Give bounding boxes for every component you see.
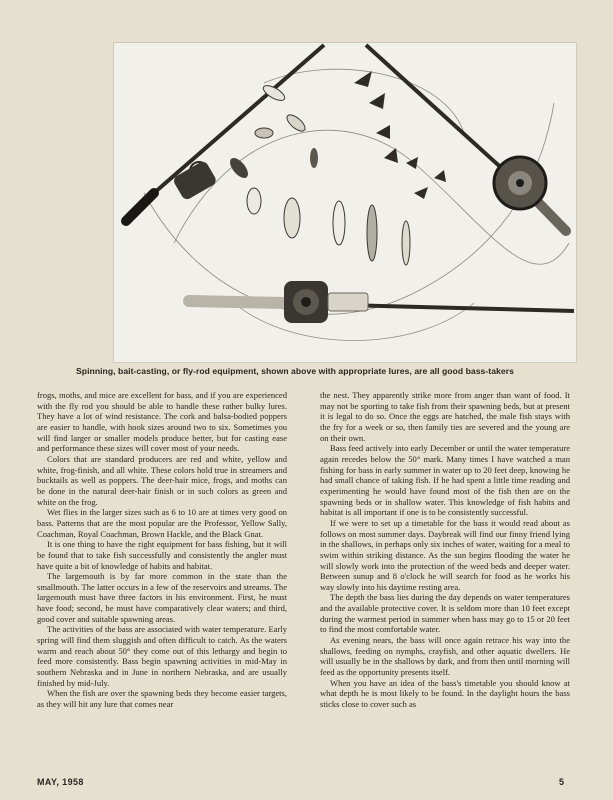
paragraph: As evening nears, the bass will once again retrace his way into the shallows, feeding on nymphs, crayfish, and other aquatic dwellers. He will usually be in the shallows by dark, and from then until morning will feed as the opportunity presents itself. — [320, 635, 570, 678]
paragraph: It is one thing to have the right equipment for bass fishing, but it will be found that to take fish successfully and consistently the angler must have quite a bit of knowledge of habits and habitat. — [37, 539, 287, 571]
paragraph: Colors that are standard producers are red and white, yellow and white, frog-finish, and all white. These colors hold true in streamers and bucktails as well as poppers. The deer-hair mice, frogs, and moths can be done in the natural deer-hair finish or in such colors as green and white on the frog. — [37, 453, 287, 507]
paragraph: When you have an idea of the bass's timetable you should know at what depth he is most likely to be found. In the daylight hours the bass sticks close to cover such as — [320, 677, 570, 710]
page-number: 5 — [559, 777, 565, 787]
paragraph: If we were to set up a timetable for the bass it would read about as follows on most summer days. Daybreak will find our finny friend lying in the shallows, in perhaps only six inches of water, waiting for a meal to swim within striking distance. As the sun begins flooding the water he will slowly work into the protection of the weed beds and deeper water. Between sunup and 8 o'clock he will search for food as he works his way slowly into his daytime resting area. — [320, 517, 570, 592]
issue-date: MAY, 1958 — [37, 777, 84, 787]
paragraph: The largemouth is by far more common in the state than the smallmouth. The latter occurs in a few of the reservoirs and streams. The largemouth must have three factors in his environment. First, he must have food; second, he must have comparatively clear waters; and third, good cover and suitable spawning areas. — [37, 571, 287, 624]
paragraph: the nest. They apparently strike more from anger than want of food. It may not be sporting to take fish from their spawning beds, but at present it is legal to do so. Once the eggs are hatched, the male fish stays with the fry for a week or so, then family ties are severed and the young are on their own. — [320, 390, 570, 443]
paragraph: The activities of the bass are associated with water temperature. Early spring will find them sluggish and often difficult to catch. As the waters warm and reach about 50° they come out of this lethargy and begin to feed more consistently. Bass begin spawning activities in mid-May in southern Nebraska and in June in northern Nebraska, and are usually finished by mid-July. — [37, 624, 287, 688]
paragraph: When the fish are over the spawning beds they become easier targets, as they will hit any lure that comes near — [37, 688, 287, 710]
article-column-left — [37, 390, 287, 775]
paragraph: frogs, moths, and mice are excellent for bass, and if you are experienced with the fly rod you should be able to handle these rather bulky lures. They have a lot of wind resistance. The cork and balsa-bodied poppers are easier to handle, with hook sizes around two to six. Sometimes you will find larger or smaller models produce better, but for casting ease and performance these sizes will cover most of your needs. — [37, 390, 287, 454]
fishing-equipment-photo — [113, 42, 577, 363]
article-column-right — [320, 390, 570, 775]
paragraph: Wet flies in the larger sizes such as 6 to 10 are at times very good on bass. Patterns that are the most popular are the Professor, Yellow Sally, Coachman, Royal Coachman, Brown Hackle, and the Black Gnat. — [37, 507, 287, 539]
paragraph: Bass feed actively into early December or until the water temperature again recedes below the 50° mark. Many times I have watched a man fishing for bass in early summer in water up to 20 feet deep, knowing he had small chance of taking fish. If he had spent a little time reading and experimenting he would have found most of the fish then are on the spawning beds or in shallow water. This knowledge of fish habits and habitat is all important if one is to be consistently successful. — [320, 443, 570, 518]
paragraph: The depth the bass lies during the day depends on water temperatures and the available protective cover. It is seldom more than 10 feet except during the warmest period in summer when bass may go to 15 or 20 feet to find the most comfortable water. — [320, 592, 570, 635]
photo-caption: Spinning, bait-casting, or fly-rod equipment, shown above with appropriate lures, are all good bass-takers — [76, 366, 514, 376]
